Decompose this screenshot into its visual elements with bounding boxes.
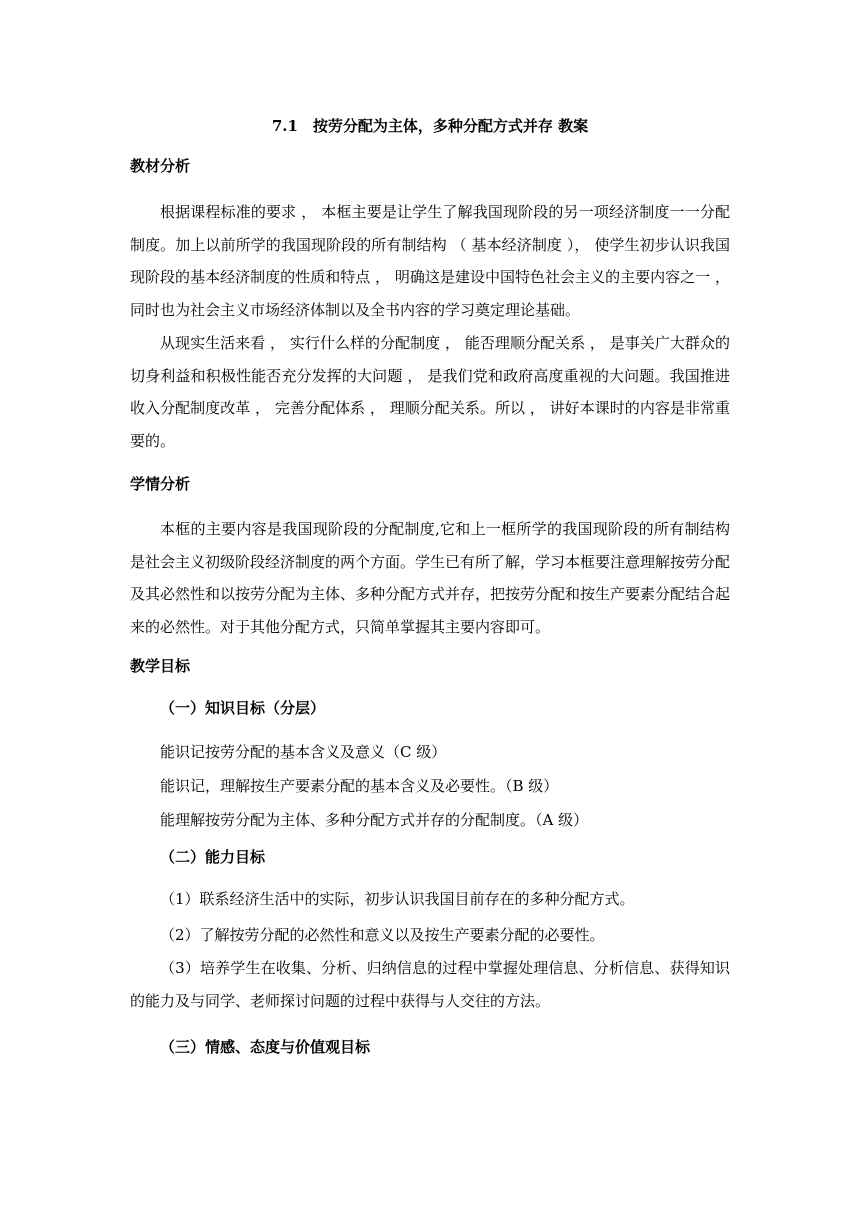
knowledge-goal-item: 能识记按劳分配的基本含义及意义（C 级） xyxy=(160,743,447,761)
paragraph-textbook-analysis-1: 根据课程标准的要求 ， 本框主要是让学生了解我国现阶段的另一项经济制度一一分配制度。加上以前所学的我国现阶段的所有制结构 （ 基本经济制度 ）， 使学生初步认识我国现阶段的基本经济制度的性质和特点 ， 明确这是建设中国特色社会主义的主要内容之一 ，同时也为社会主义市场经济体制以及全书内容的学习奠定理论基础。 xyxy=(130,203,730,319)
ability-goal-item: （3）培养学生在收集、分析、归纳信息的过程中掌握处理信息、分析信息、获得知识的能力及与同学、老师探讨问题的过程中获得与人交往的方法。 xyxy=(130,959,730,1010)
document-title: 7.1 按劳分配为主体，多种分配方式并存 教案 xyxy=(271,117,589,135)
paragraph-textbook-analysis-2: 从现实生活来看 ， 实行什么样的分配制度 ， 能否理顺分配关系 ， 是事关广大群众的切身利益和积极性能否充分发挥的大问题 ， 是我们党和政府高度重视的大问题。我国推进收入分配制度改革 ， 完善分配体系 ， 理顺分配关系。所以 ， 讲好本课时的内容是非常重要的。 xyxy=(130,334,730,450)
knowledge-goal-item: 能理解按劳分配为主体、多种分配方式并存的分配制度。（A 级） xyxy=(160,811,589,829)
subheading-ability-goals: （二）能力目标 xyxy=(160,848,266,866)
ability-goal-item: （1）联系经济生活中的实际，初步认识我国目前存在的多种分配方式。 xyxy=(160,890,635,908)
knowledge-goal-item: 能识记，理解按生产要素分配的基本含义及必要性。（B 级） xyxy=(160,777,559,795)
subheading-knowledge-goals: （一）知识目标（分层） xyxy=(160,699,326,717)
section-heading-learner-analysis: 学情分析 xyxy=(130,475,191,493)
section-heading-textbook-analysis: 教材分析 xyxy=(130,157,191,175)
paragraph-learner-analysis: 本框的主要内容是我国现阶段的分配制度,它和上一框所学的我国现阶段的所有制结构是社会主义初级阶段经济制度的两个方面。学生已有所了解，学习本框要注意理解按劳分配及其必然性和以按劳分配为主体、多种分配方式并存，把按劳分配和按生产要素分配结合起来的必然性。对于其他分配方式，只简单掌握其主要内容即可。 xyxy=(130,520,731,636)
section-heading-teaching-goals: 教学目标 xyxy=(130,657,191,675)
subheading-emotion-attitude-values-goals: （三）情感、态度与价值观目标 xyxy=(160,1038,371,1056)
ability-goal-item: （2）了解按劳分配的必然性和意义以及按生产要素分配的必要性。 xyxy=(160,926,605,944)
